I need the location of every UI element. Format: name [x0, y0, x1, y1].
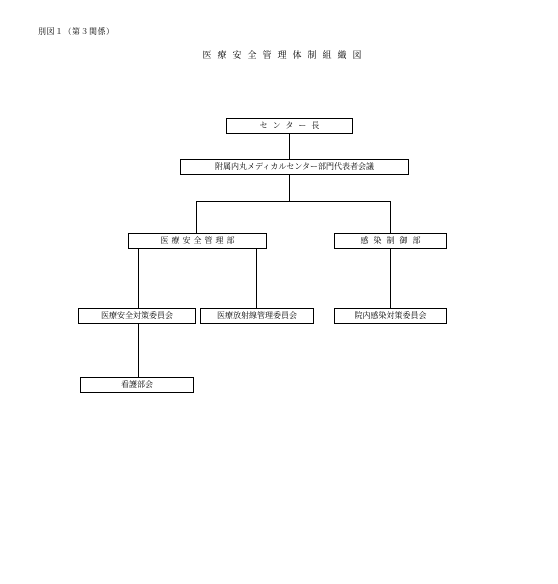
medical-safety-committee-box: 医療安全対策委員会	[78, 308, 196, 324]
connector-to-safety-dept	[196, 201, 197, 233]
infection-control-dept-box: 感染制御部	[334, 233, 447, 249]
diagram-title: 医療安全管理体制組織図	[202, 51, 368, 61]
connector-safety-to-committee	[138, 249, 139, 308]
document-reference-note: 別図１（第３関係）	[38, 27, 115, 36]
connector-infection-to-committee	[390, 249, 391, 308]
connector-safety-to-radiation	[256, 249, 257, 308]
connector-departments-bar	[196, 201, 391, 202]
radiation-committee-box: 医療放射線管理委員会	[200, 308, 314, 324]
connector-council-down	[289, 175, 290, 201]
medical-safety-dept-box: 医療安全管理部	[128, 233, 267, 249]
nursing-meeting-box: 看護部会	[80, 377, 194, 393]
connector-to-infection-dept	[390, 201, 391, 233]
council-box: 附属内丸メディカルセンター部門代表者会議	[180, 159, 409, 175]
connector-chief-to-council	[289, 133, 290, 159]
infection-committee-box: 院内感染対策委員会	[334, 308, 447, 324]
center-chief-box: センター長	[226, 118, 353, 134]
connector-committee-to-nursing	[138, 324, 139, 377]
